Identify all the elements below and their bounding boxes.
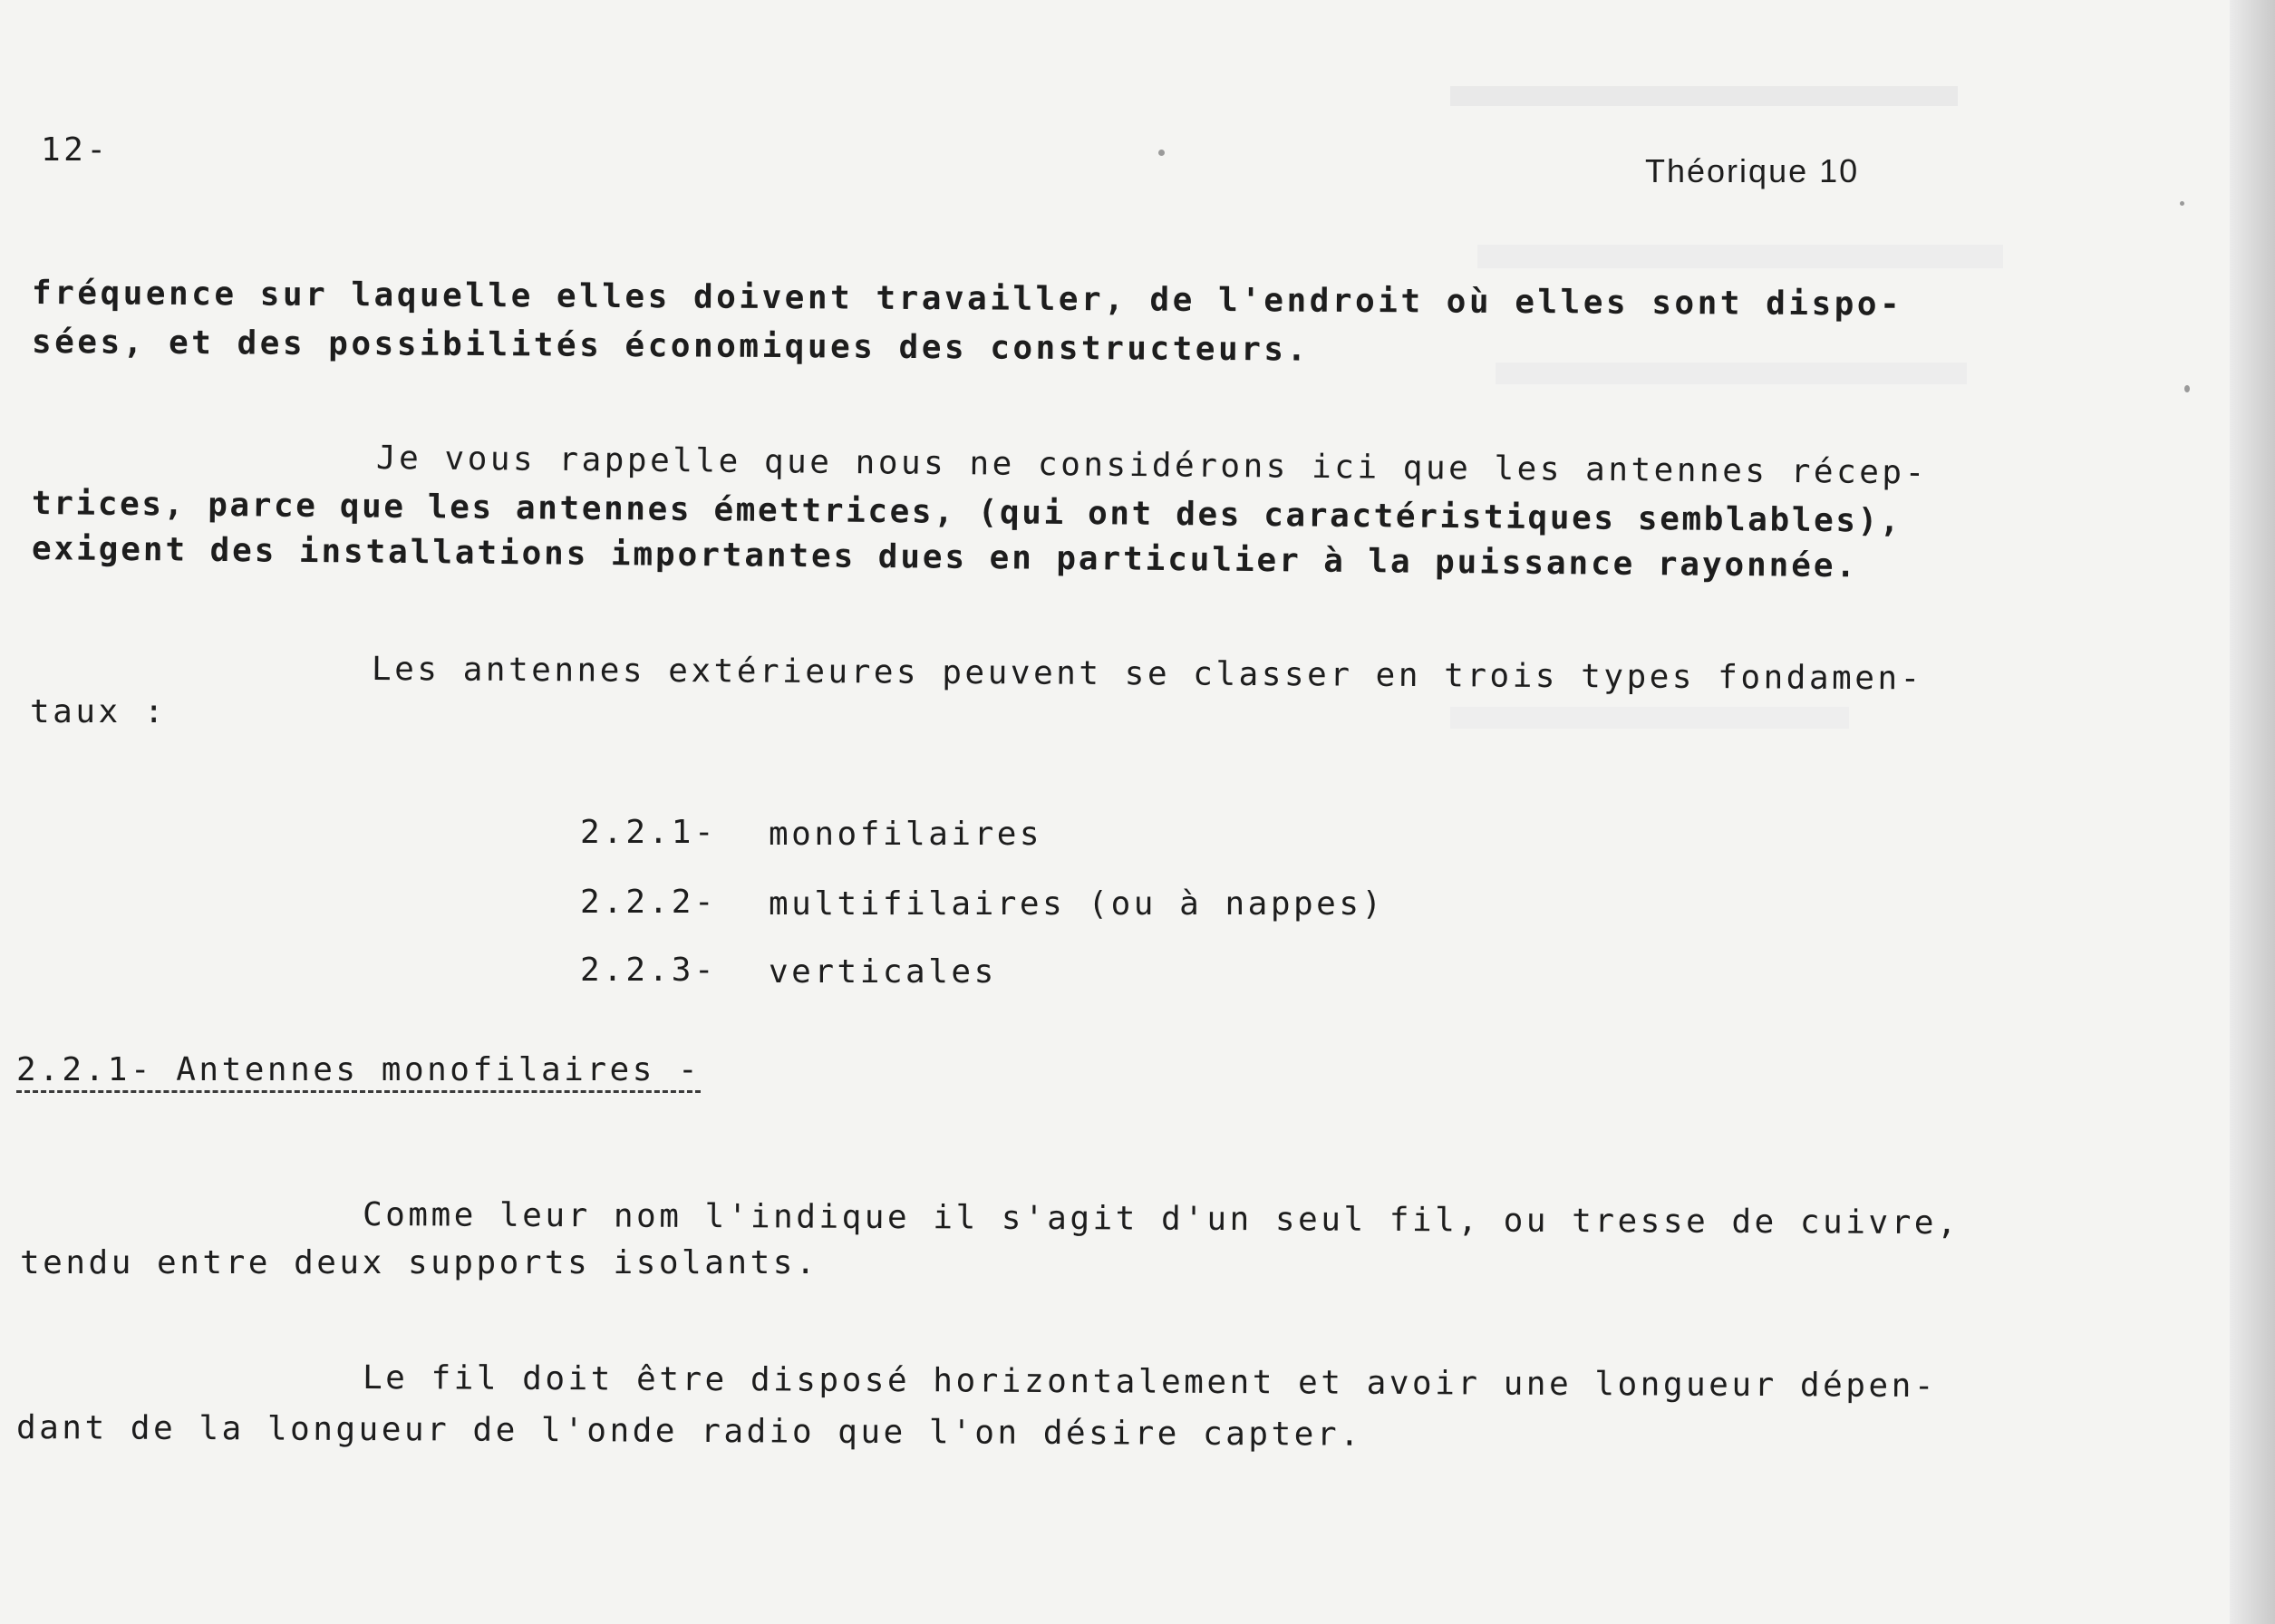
paragraph-line: Je vous rappelle que nous ne considérons ici que les antennes récep- (375, 440, 1928, 492)
scan-speck (2184, 385, 2190, 392)
bleed-through-band (1496, 362, 1967, 384)
bleed-through-band (1450, 707, 1849, 729)
paragraph-line: Les antennes extérieures peuvent se classer en trois types fondamen- (371, 651, 1923, 698)
list-item-number: 2.2.1- (580, 814, 718, 851)
list-item-text: verticales (769, 953, 997, 991)
paragraph-line: sées, et des possibilités économiques des constructeurs. (31, 324, 1310, 369)
bleed-through-band (1450, 86, 1958, 106)
paragraph-line: dant de la longueur de l'onde radio que l'on désire capter. (15, 1409, 1363, 1454)
scan-speck (1158, 150, 1165, 156)
section-title: Théorique 10 (1645, 152, 1860, 189)
list-item-text: multifilaires (ou à nappes) (769, 885, 1385, 923)
paragraph-line: trices, parce que les antennes émettrices, (qui ont des caractéristiques semblables), (31, 485, 1902, 540)
paragraph-line: fréquence sur laquelle elles doivent travailler, de l'endroit où elles sont dispo- (31, 275, 1903, 324)
scan-edge-shadow (2230, 0, 2275, 1624)
bleed-through-band (1477, 245, 2003, 268)
list-item-number: 2.2.3- (580, 952, 718, 989)
paragraph-line: exigent des installations importantes dues en particulier à la puissance rayonnée. (31, 530, 1859, 585)
paragraph-line: Comme leur nom l'indique il s'agit d'un seul fil, ou tresse de cuivre, (362, 1196, 1960, 1242)
section-heading (16, 1051, 701, 1088)
section-heading-text: 2.2.1- Antennes monofilaires - (16, 1051, 701, 1093)
scan-speck (2180, 201, 2184, 206)
paragraph-line: tendu entre deux supports isolants. (20, 1244, 819, 1281)
paragraph-line: taux : (30, 693, 168, 730)
page-number: 12- (41, 131, 110, 169)
paragraph-line: Le fil doit être disposé horizontalement et avoir une longueur dépen- (362, 1359, 1938, 1406)
list-item-number: 2.2.2- (580, 884, 718, 921)
list-item-text: monofilaires (769, 816, 1043, 853)
